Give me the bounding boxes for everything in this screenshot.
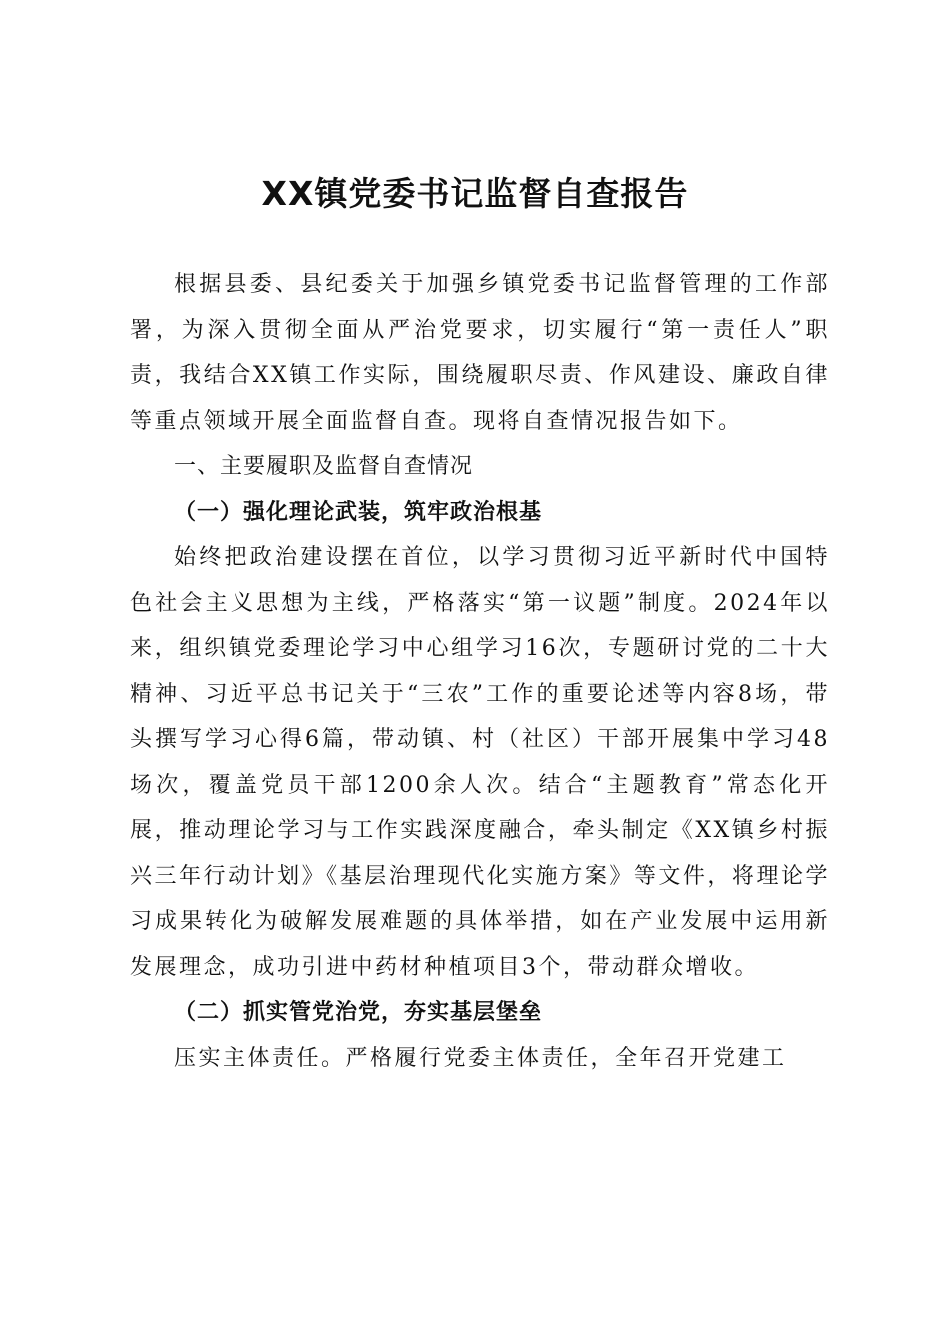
- intro-paragraph: 根据县委、县纪委关于加强乡镇党委书记监督管理的工作部署，为深入贯彻全面从严治党要求，切实履行“第一责任人”职责，我结合XX镇工作实际，围绕履职尽责、作风建设、廉政自律等重点领域开展全面监督自查。现将自查情况报告如下。: [130, 272, 830, 434]
- document-title: XX镇党委书记监督自查报告: [261, 174, 689, 213]
- document-body: [130, 262, 830, 1081]
- section-heading-1: 一、主要履职及监督自查情况: [174, 454, 474, 479]
- subsection-1-paragraph: 始终把政治建设摆在首位，以学习贯彻习近平新时代中国特色社会主义思想为主线，严格落实“第一议题”制度。2024年以来，组织镇党委理论学习中心组学习16次，专题研讨党的二十大精神、习近平总书记关于“三农”工作的重要论述等内容8场，带头撰写学习心得6篇，带动镇、村（社区）干部开展集中学习48场次，覆盖党员干部1200余人次。结合“主题教育”常态化开展，推动理论学习与工作实践深度融合，牵头制定《XX镇乡村振兴三年行动计划》《基层治理现代化实施方案》等文件，将理论学习成果转化为破解发展难题的具体举措，如在产业发展中运用新发展理念，成功引进中药材种植项目3个，带动群众增收。: [130, 545, 830, 980]
- subsection-2-paragraph: 压实主体责任。严格履行党委主体责任，全年召开党建工: [174, 1045, 787, 1071]
- subsection-heading-2: （二）抓实管党治党，夯实基层堡垒: [174, 999, 543, 1025]
- subsection-heading-1: （一）强化理论武装，筑牢政治根基: [174, 498, 543, 525]
